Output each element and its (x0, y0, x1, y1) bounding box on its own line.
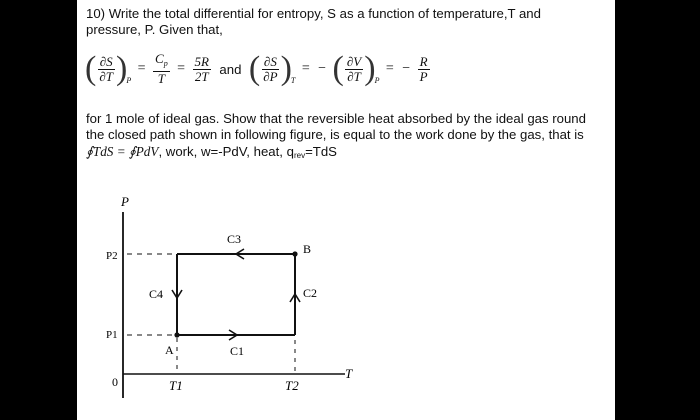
c4-label: C4 (149, 287, 164, 301)
t1-label: T1 (169, 378, 183, 393)
problem-line-3: for 1 mole of ideal gas. Show that the reversible heat absorbed by the ideal gas round (86, 111, 586, 126)
problem-line-2: pressure, P. Given that, (86, 22, 223, 37)
origin-label: 0 (112, 375, 118, 389)
problem-line-4: the closed path shown in following figure, is equal to the work done by the gas, that is (86, 127, 584, 142)
given-formula: ( $\frac{\partial S}{\partial T}$ )$_P$ = $\frac{C_p}{T}$ = $\frac{5R}{2T}$ and ( $\frac{\partial S}{\partial P}$ )$_T$ = − ( $\frac{\partial V}{\partial T}$ )$_P$ = − $\frac{R}{P}$ (85, 50, 428, 87)
and-word: and (219, 61, 242, 77)
problem-line-1: 10) Write the total differential for entropy, S as a function of temperature,T and (86, 6, 541, 21)
p-axis-label: P (121, 194, 129, 209)
document-page (77, 0, 615, 420)
b-label: B (303, 242, 312, 256)
problem-line-5: ∮TdS = ∮PdV, work, w=-PdV, heat, qrev=TdS (86, 144, 337, 160)
c1-label: C1 (230, 344, 245, 358)
t2-label: T2 (285, 378, 299, 393)
cyclic-integral: ∮TdS = ∮PdV (86, 144, 159, 159)
pt-cycle-figure (77, 170, 615, 420)
a-label: A (165, 343, 174, 357)
t-axis-label: T (345, 366, 353, 381)
c3-label: C3 (227, 232, 242, 246)
point-a (174, 332, 179, 337)
p1-label: P1 (106, 329, 118, 341)
c2-label: C2 (303, 286, 318, 300)
point-b (292, 251, 297, 256)
p2-label: P2 (106, 250, 118, 262)
